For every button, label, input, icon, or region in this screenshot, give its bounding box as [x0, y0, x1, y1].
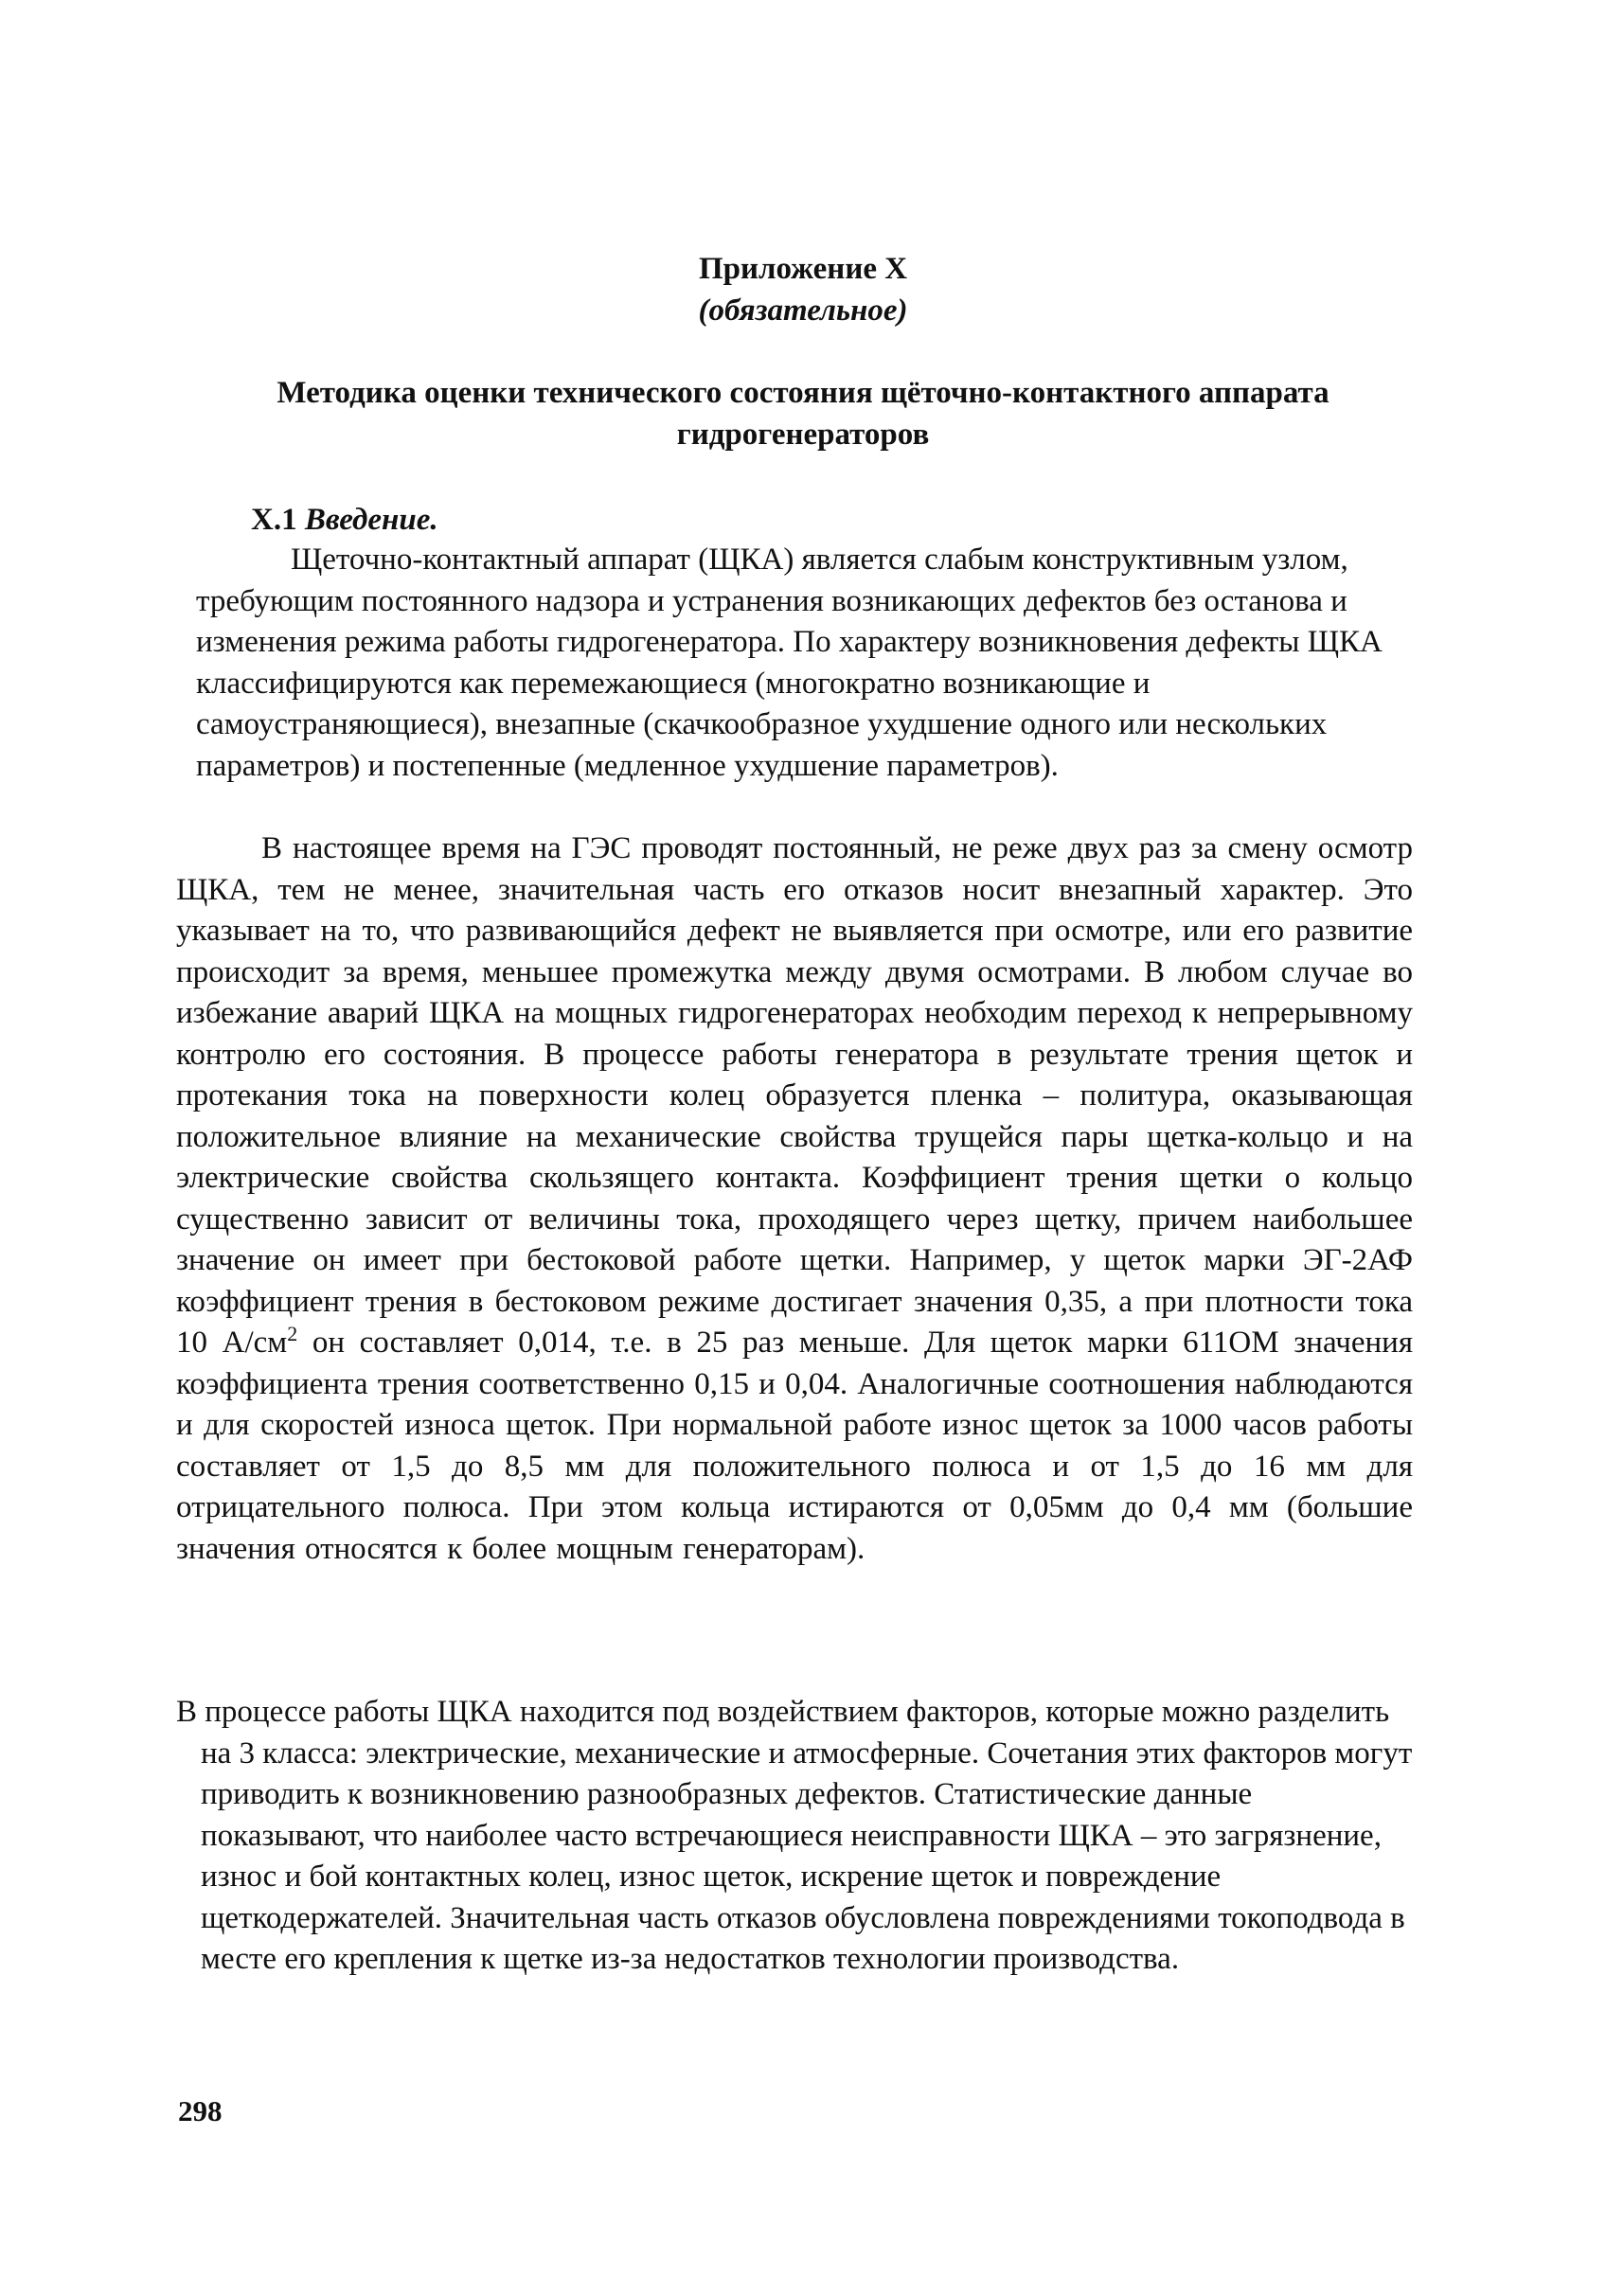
section-number: Х.1 [251, 503, 297, 537]
appendix-title: Приложение Х [698, 252, 908, 286]
paragraph-intro: Щеточно-контактный аппарат (ЩКА) является слабым конструктивным узлом, требующим постоянного надзора и устранения возникающих дефектов без останова и изменения режима работы гидрогенератора. По характеру возникновения дефекты ЩКА классифицируются как перемежающиеся (многократно возникающие и самоустраняющиеся), внезапные (скачкообразное ухудшение одного или нескольких параметров) и постепенные (медленное ухудшение параметров). [196, 543, 1383, 783]
paragraph-factors: В процессе работы ЩКА находится под воздействием факторов, которые можно разделить на 3 класса: электрические, механические и атмосферные. Сочетания этих факторов могут приводить к возникновению разнообразных дефектов. Статистические данные показывают, что наиболее часто встречающиеся неисправности ЩКА – это загрязнение, износ и бой контактных колец, износ щеток, искрение щеток и повреждение щеткодержателей. Значительная часть отказов обусловлена повреждениями токоподвода в месте его крепления к щетке из-за недостатков технологии производства. [176, 1695, 1413, 1976]
document-title: Методика оценки технического состояния щёточно-контактного аппарата гидрогенераторов [277, 376, 1329, 452]
section-title: Введение. [304, 503, 438, 537]
section-heading [251, 499, 438, 541]
appendix-subtitle: (обязательное) [698, 294, 908, 328]
paragraph-inspection [176, 828, 1413, 1570]
superscript-exponent: 2 [287, 1322, 298, 1345]
page-number: 298 [178, 2094, 223, 2127]
paragraph-inspection-text-1: В настоящее время на ГЭС проводят постоянный, не реже двух раз за смену осмотр ЩКА, тем не менее, значительная часть его отказов носит внезапный характер. Это указывает на то, что развивающийся дефект не выявляется при осмотре, или его развитие происходит за время, меньшее промежутка между двумя осмотрами. В любом случае во избежание аварий ЩКА на мощных гидрогенераторах необходим переход к непрерывному контролю его состояния. В процессе работы генератора в результате трения щеток и протекания тока на поверхности колец образуется пленка – политура, оказывающая положительное влияние на механические свойства трущейся пары щетка-кольцо и на электрические свойства скользящего контакта. Коэффициент трения щетки о кольцо существенно зависит от величины тока, проходящего через щетку, причем наибольшее значение он имеет при бестоковой работе щетки. Например, у щеток марки ЭГ-2АФ коэффициент трения в бестоковом режиме достигает значения 0,35, а при плотности тока 10 А/см [176, 831, 1413, 1360]
paragraph-inspection-text-2: он составляет 0,014, т.е. в 25 раз меньше. Для щеток марки 611ОМ значения коэффициента трения соответственно 0,15 и 0,04. Аналогичные соотношения наблюдаются и для скоростей износа щеток. При нормальной работе износ щеток за 1000 часов работы составляет от 1,5 до 8,5 мм для положительного полюса и от 1,5 до 16 мм для отрицательного полюса. При этом кольца истираются от 0,05мм до 0,4 мм (большие значения относятся к более мощным генераторам). [176, 1326, 1414, 1566]
